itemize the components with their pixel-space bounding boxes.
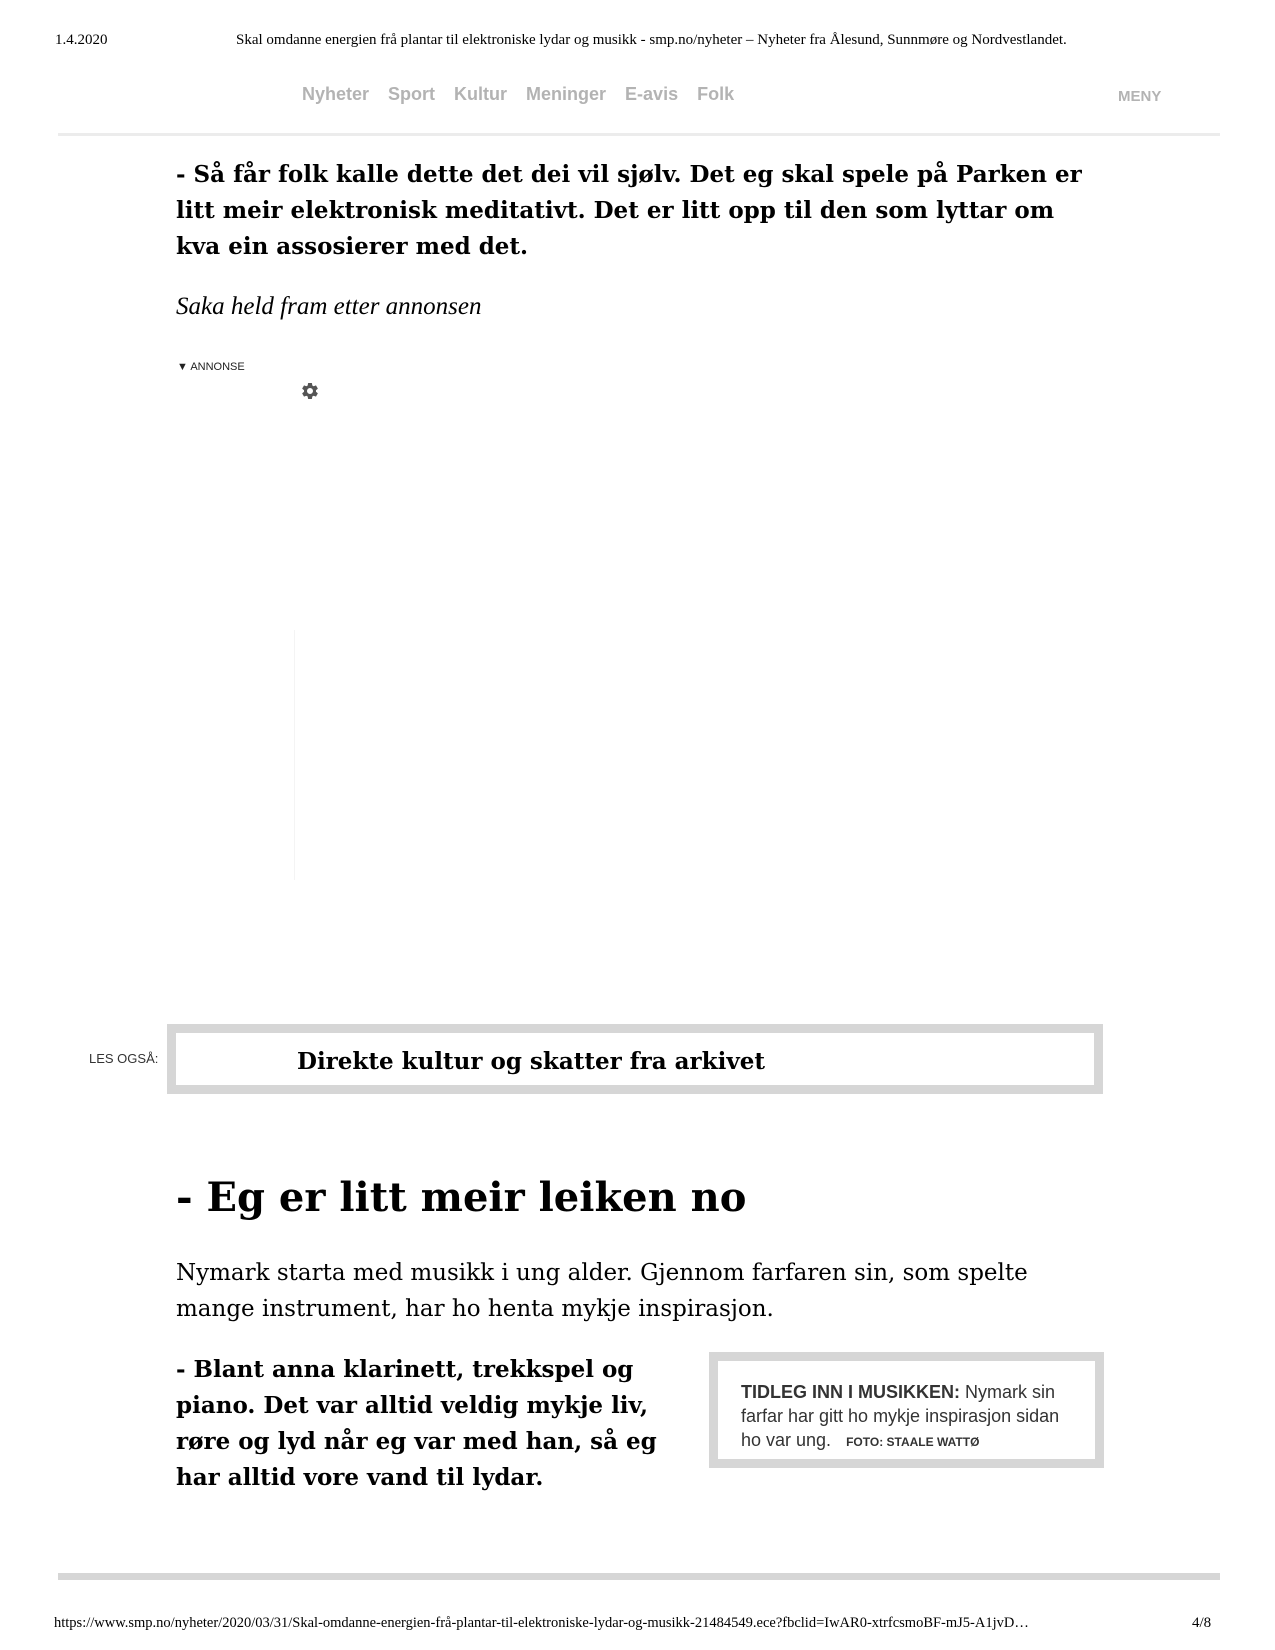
caption-heading: TIDLEG INN I MUSIKKEN: [741, 1382, 960, 1402]
print-date: 1.4.2020 [55, 32, 108, 48]
read-also-label: LES OGSÅ: [89, 1051, 159, 1066]
caption-text: Nymark sin farfar har gitt ho mykje inspirasjon sidan ho var ung. [741, 1382, 1060, 1450]
print-url: https://www.smp.no/nyheter/2020/03/31/Skal-omdanne-energien-frå-plantar-til-elektroniske-lydar-og-musikk-21484549.ece?fbclid=IwAR0-xtrfcsmoBF-mJ5-A1jvD… [54, 1615, 1029, 1631]
read-also-box[interactable] [167, 1024, 1103, 1094]
print-page-title: Skal omdanne energien frå plantar til elektroniske lydar og musikk - smp.no/nyheter – Nyheter fra Ålesund, Sunnmøre og Nordvestlandet. [236, 32, 1067, 48]
article-paragraph: Nymark starta med musikk i ung alder. Gjennom farfaren sin, som spelte mange instrument, har ho henta mykje inspirasjon. [176, 1260, 1028, 1322]
continues-after-ad-note: Saka held fram etter annonsen [176, 293, 482, 320]
ad-label[interactable]: ▼ ANNONSE [177, 361, 245, 373]
main-nav [302, 84, 734, 105]
article-quote-2: - Blant anna klarinett, trekkspel og piano. Det var alltid veldig mykje liv, røre og lyd når eg var med han, så eg har alltid vore vand til lydar. [176, 1356, 657, 1491]
nav-item-kultur[interactable]: Kultur [454, 84, 508, 104]
header-divider [58, 133, 1220, 136]
footer-divider [58, 1573, 1220, 1580]
ad-slot-divider [294, 630, 295, 880]
image-caption-box [709, 1352, 1104, 1468]
nav-item-nyheter[interactable]: Nyheter [302, 84, 370, 104]
gear-icon[interactable] [300, 381, 320, 401]
photo-credit: FOTO: STAALE WATTØ [846, 1435, 980, 1449]
nav-item-meninger[interactable]: Meninger [526, 84, 607, 104]
article-quote: - Så får folk kalle dette det dei vil sjølv. Det eg skal spele på Parken er litt meir elektronisk meditativt. Det er litt opp til den som lyttar om kva ein assosierer med det. [176, 161, 1082, 260]
image-caption [741, 1380, 1081, 1454]
nav-item-folk[interactable]: Folk [697, 84, 735, 104]
article-subheading: - Eg er litt meir leiken no [176, 1174, 747, 1221]
menu-button[interactable]: MENY [1118, 88, 1162, 105]
print-page-number: 4/8 [1192, 1615, 1212, 1631]
nav-item-e-avis[interactable]: E-avis [625, 84, 679, 104]
ad-slot[interactable] [176, 405, 1106, 1005]
nav-item-sport[interactable]: Sport [388, 84, 436, 104]
read-also-link[interactable]: Direkte kultur og skatter fra arkivet [297, 1048, 765, 1075]
